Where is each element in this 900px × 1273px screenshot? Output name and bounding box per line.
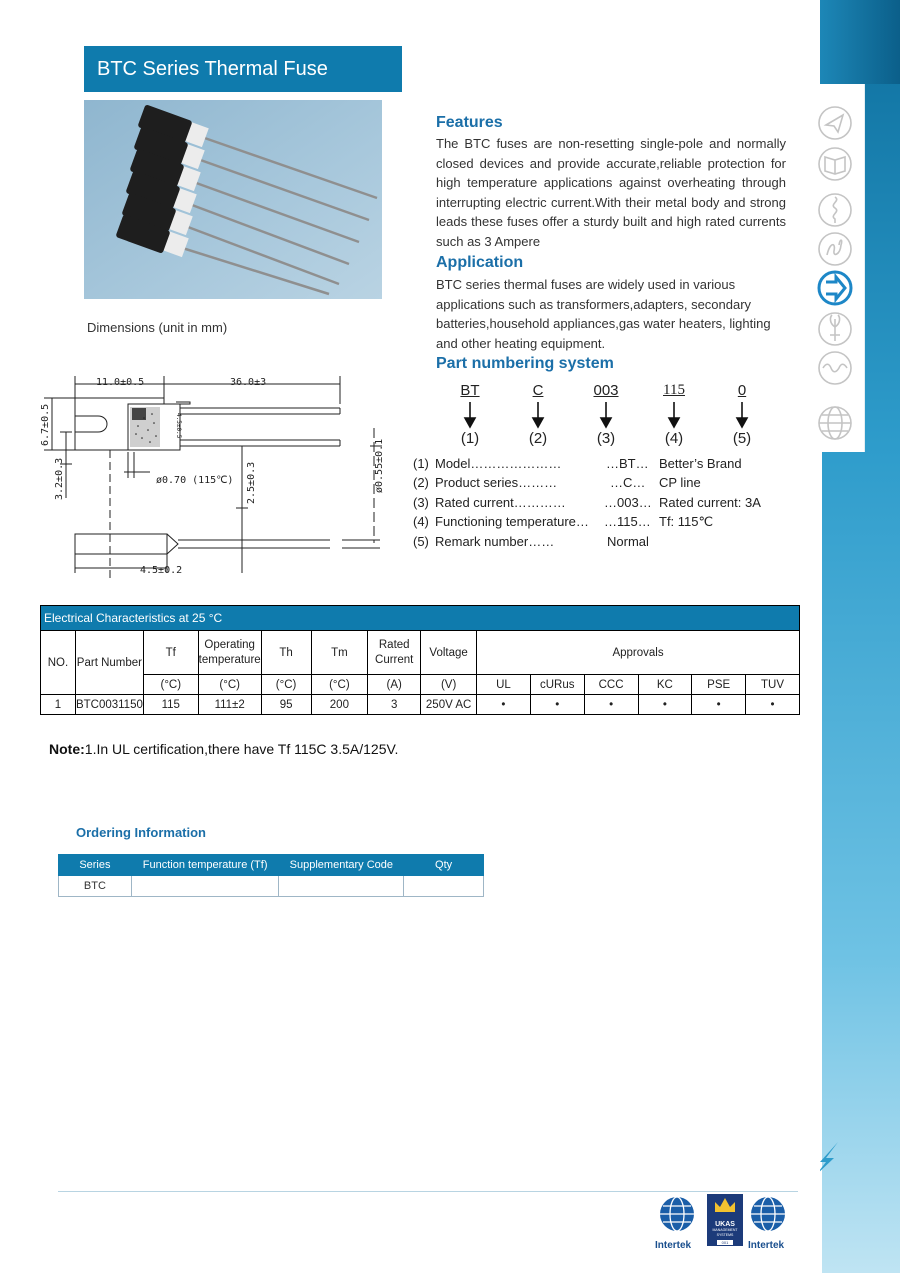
th-tm: Tm xyxy=(311,631,368,675)
oh-qty: Qty xyxy=(404,855,484,876)
unit-tf: (°C) xyxy=(143,675,198,695)
ordering-heading: Ordering Information xyxy=(76,825,206,840)
note-label: Note: xyxy=(49,741,85,757)
features-heading: Features xyxy=(436,114,503,131)
pn-code-4: 115 xyxy=(663,382,685,398)
pn-legend-row xyxy=(413,512,793,531)
order-qty xyxy=(404,876,484,897)
part-numbering-heading: Part numbering system xyxy=(436,355,614,372)
approval-curus: cURus xyxy=(530,675,584,695)
legend-label: Functioning temperature… xyxy=(435,514,589,530)
legend-code: Normal xyxy=(607,533,649,549)
table-row xyxy=(41,695,800,715)
dim-body-width: 4.5±0.2 xyxy=(140,565,183,576)
dim-lead-length: 11.0±0.5 xyxy=(96,377,145,388)
globe-icon[interactable] xyxy=(819,407,851,439)
dim-offset: 3.2±0.3 xyxy=(54,457,65,500)
logo-text: Intertek xyxy=(748,1240,785,1251)
legend-desc: Better’s Brand xyxy=(659,456,742,471)
legend-label: Rated current………… xyxy=(435,494,566,510)
legend-label: Model………………… xyxy=(435,456,562,471)
ukas-text: UKAS xyxy=(715,1221,735,1228)
dimensions-caption: Dimensions (unit in mm) xyxy=(87,320,228,335)
legend-desc: CP line xyxy=(659,475,701,491)
legend-label: Remark number…… xyxy=(435,533,555,549)
intertek-logo-left xyxy=(655,1194,703,1250)
unit-tm: (°C) xyxy=(311,675,368,695)
approval-ul: UL xyxy=(477,675,531,695)
cell-kc-mark: • xyxy=(638,695,692,715)
pn-index-4: (4) xyxy=(664,430,684,447)
cell-th: 95 xyxy=(261,695,311,715)
pn-index-1: (1) xyxy=(460,430,480,447)
th-operating: Operating temperature xyxy=(198,631,261,675)
cell-no: 1 xyxy=(41,695,76,715)
dim-body-mark: 4.5±0.5 xyxy=(175,413,182,439)
ukas-sub: MANAGEMENT SYSTEMS xyxy=(712,1228,738,1237)
pn-code-3: 003 xyxy=(593,382,619,399)
oh-series: Series xyxy=(59,855,132,876)
note xyxy=(49,741,398,757)
order-function-temp xyxy=(131,876,279,897)
oh-supp-code: Supplementary Code xyxy=(279,855,404,876)
cell-ccc-mark: • xyxy=(584,695,638,715)
unit-op: (°C) xyxy=(198,675,261,695)
pn-legend-row xyxy=(413,473,793,492)
order-series: BTC xyxy=(59,876,132,897)
dim-gap: 2.5±0.3 xyxy=(246,461,257,504)
ukas-logo xyxy=(707,1194,743,1246)
dim-height: 6.7±0.5 xyxy=(40,403,51,446)
pn-index-2: (2) xyxy=(528,430,548,447)
pn-index-5: (5) xyxy=(732,430,752,447)
approval-tuv: TUV xyxy=(746,675,800,695)
pn-code-5: 0 xyxy=(737,382,747,399)
oh-function-temp: Function temperature (Tf) xyxy=(131,855,279,876)
th-voltage: Voltage xyxy=(421,631,477,675)
page-title: BTC Series Thermal Fuse xyxy=(84,46,402,92)
ordering-table xyxy=(58,854,484,897)
book-icon[interactable] xyxy=(819,148,851,180)
pn-legend-row xyxy=(413,454,793,473)
electrical-table xyxy=(40,605,800,715)
th-th: Th xyxy=(261,631,311,675)
legend-code: …003… xyxy=(604,494,652,510)
pn-legend-row xyxy=(413,532,793,551)
cell-tuv-mark: • xyxy=(746,695,800,715)
note-text: 1.In UL certification,there have Tf 115C 3.5A/125V. xyxy=(84,741,399,757)
legend-num: (3) xyxy=(413,494,429,510)
table-row xyxy=(59,876,484,897)
legend-desc: Rated current: 3A xyxy=(659,494,761,510)
footer-divider xyxy=(58,1191,798,1192)
legend-code: …BT… xyxy=(606,456,649,471)
sidebar-icons xyxy=(816,105,854,445)
globe-icon xyxy=(748,1194,796,1234)
coil-icon[interactable] xyxy=(819,194,851,226)
th-part-number: Part Number xyxy=(75,631,143,695)
pn-legend xyxy=(413,454,793,551)
cell-part: BTC0031150 xyxy=(75,695,143,715)
approval-kc: KC xyxy=(638,675,692,695)
script-icon[interactable] xyxy=(819,233,851,265)
legend-desc: Tf: 115℃ xyxy=(659,514,714,530)
ukas-num: 001 xyxy=(717,1240,733,1245)
arrow-right-circle-icon[interactable] xyxy=(819,272,851,304)
dimension-drawing xyxy=(30,368,390,583)
cell-pse-mark: • xyxy=(692,695,746,715)
cell-op: 111±2 xyxy=(198,695,261,715)
electrical-caption: Electrical Characteristics at 25 °C xyxy=(41,606,800,631)
cell-tf: 115 xyxy=(143,695,198,715)
pn-code-1: BT xyxy=(460,382,480,399)
dim-lead-dia: ø0.70 (115℃) xyxy=(156,475,234,486)
legend-code: …115… xyxy=(604,514,651,530)
approval-pse: PSE xyxy=(692,675,746,695)
logo-text: Intertek xyxy=(655,1240,692,1251)
compass-icon[interactable] xyxy=(819,107,851,139)
cell-voltage: 250V AC xyxy=(421,695,477,715)
legend-code: …C… xyxy=(610,475,646,491)
dim-total-lead: 36.0±3 xyxy=(230,377,267,388)
unit-rc: (A) xyxy=(368,675,421,695)
approval-ccc: CCC xyxy=(584,675,638,695)
unit-th: (°C) xyxy=(261,675,311,695)
legend-num: (4) xyxy=(413,514,429,530)
th-tf: Tf xyxy=(143,631,198,675)
unit-voltage: (V) xyxy=(421,675,477,695)
product-photo xyxy=(84,100,382,299)
sprout-icon[interactable] xyxy=(819,313,851,345)
pn-arrows xyxy=(445,400,775,430)
features-text: The BTC fuses are non-resetting single-pole and normally closed devices and provide accurate,reliable protection for high temperature applications against overheating through interrupting electric current.With their metal body and strong leads these fuses offer a sturdy built and high rated currents such as 3 Ampere xyxy=(436,136,786,249)
application-text: BTC series thermal fuses are widely used in various applications such as transformers,adapters, secondary batteries,household appliances,gas water heaters, lighting and other heating equipment. xyxy=(436,277,771,351)
cell-curus-mark: • xyxy=(530,695,584,715)
wave-icon[interactable] xyxy=(819,352,851,384)
legend-label: Product series……… xyxy=(435,475,558,491)
th-rated-current: Rated Current xyxy=(368,631,421,675)
legend-num: (5) xyxy=(413,533,429,549)
legend-num: (1) xyxy=(413,456,429,471)
intertek-logo-right xyxy=(748,1194,796,1250)
pn-code-2: C xyxy=(532,382,544,399)
cell-rc: 3 xyxy=(368,695,421,715)
pn-legend-row xyxy=(413,493,793,512)
pn-index-3: (3) xyxy=(596,430,616,447)
cell-tm: 200 xyxy=(311,695,368,715)
dim-wire-dia: ø0.55±0.1 xyxy=(374,438,385,493)
globe-icon xyxy=(655,1194,703,1234)
order-supp-code xyxy=(279,876,404,897)
crown-icon xyxy=(707,1194,743,1216)
cell-ul-mark: • xyxy=(477,695,531,715)
th-no: NO. xyxy=(41,631,76,695)
th-approvals: Approvals xyxy=(477,631,800,675)
legend-num: (2) xyxy=(413,475,429,491)
application-heading: Application xyxy=(436,254,524,271)
